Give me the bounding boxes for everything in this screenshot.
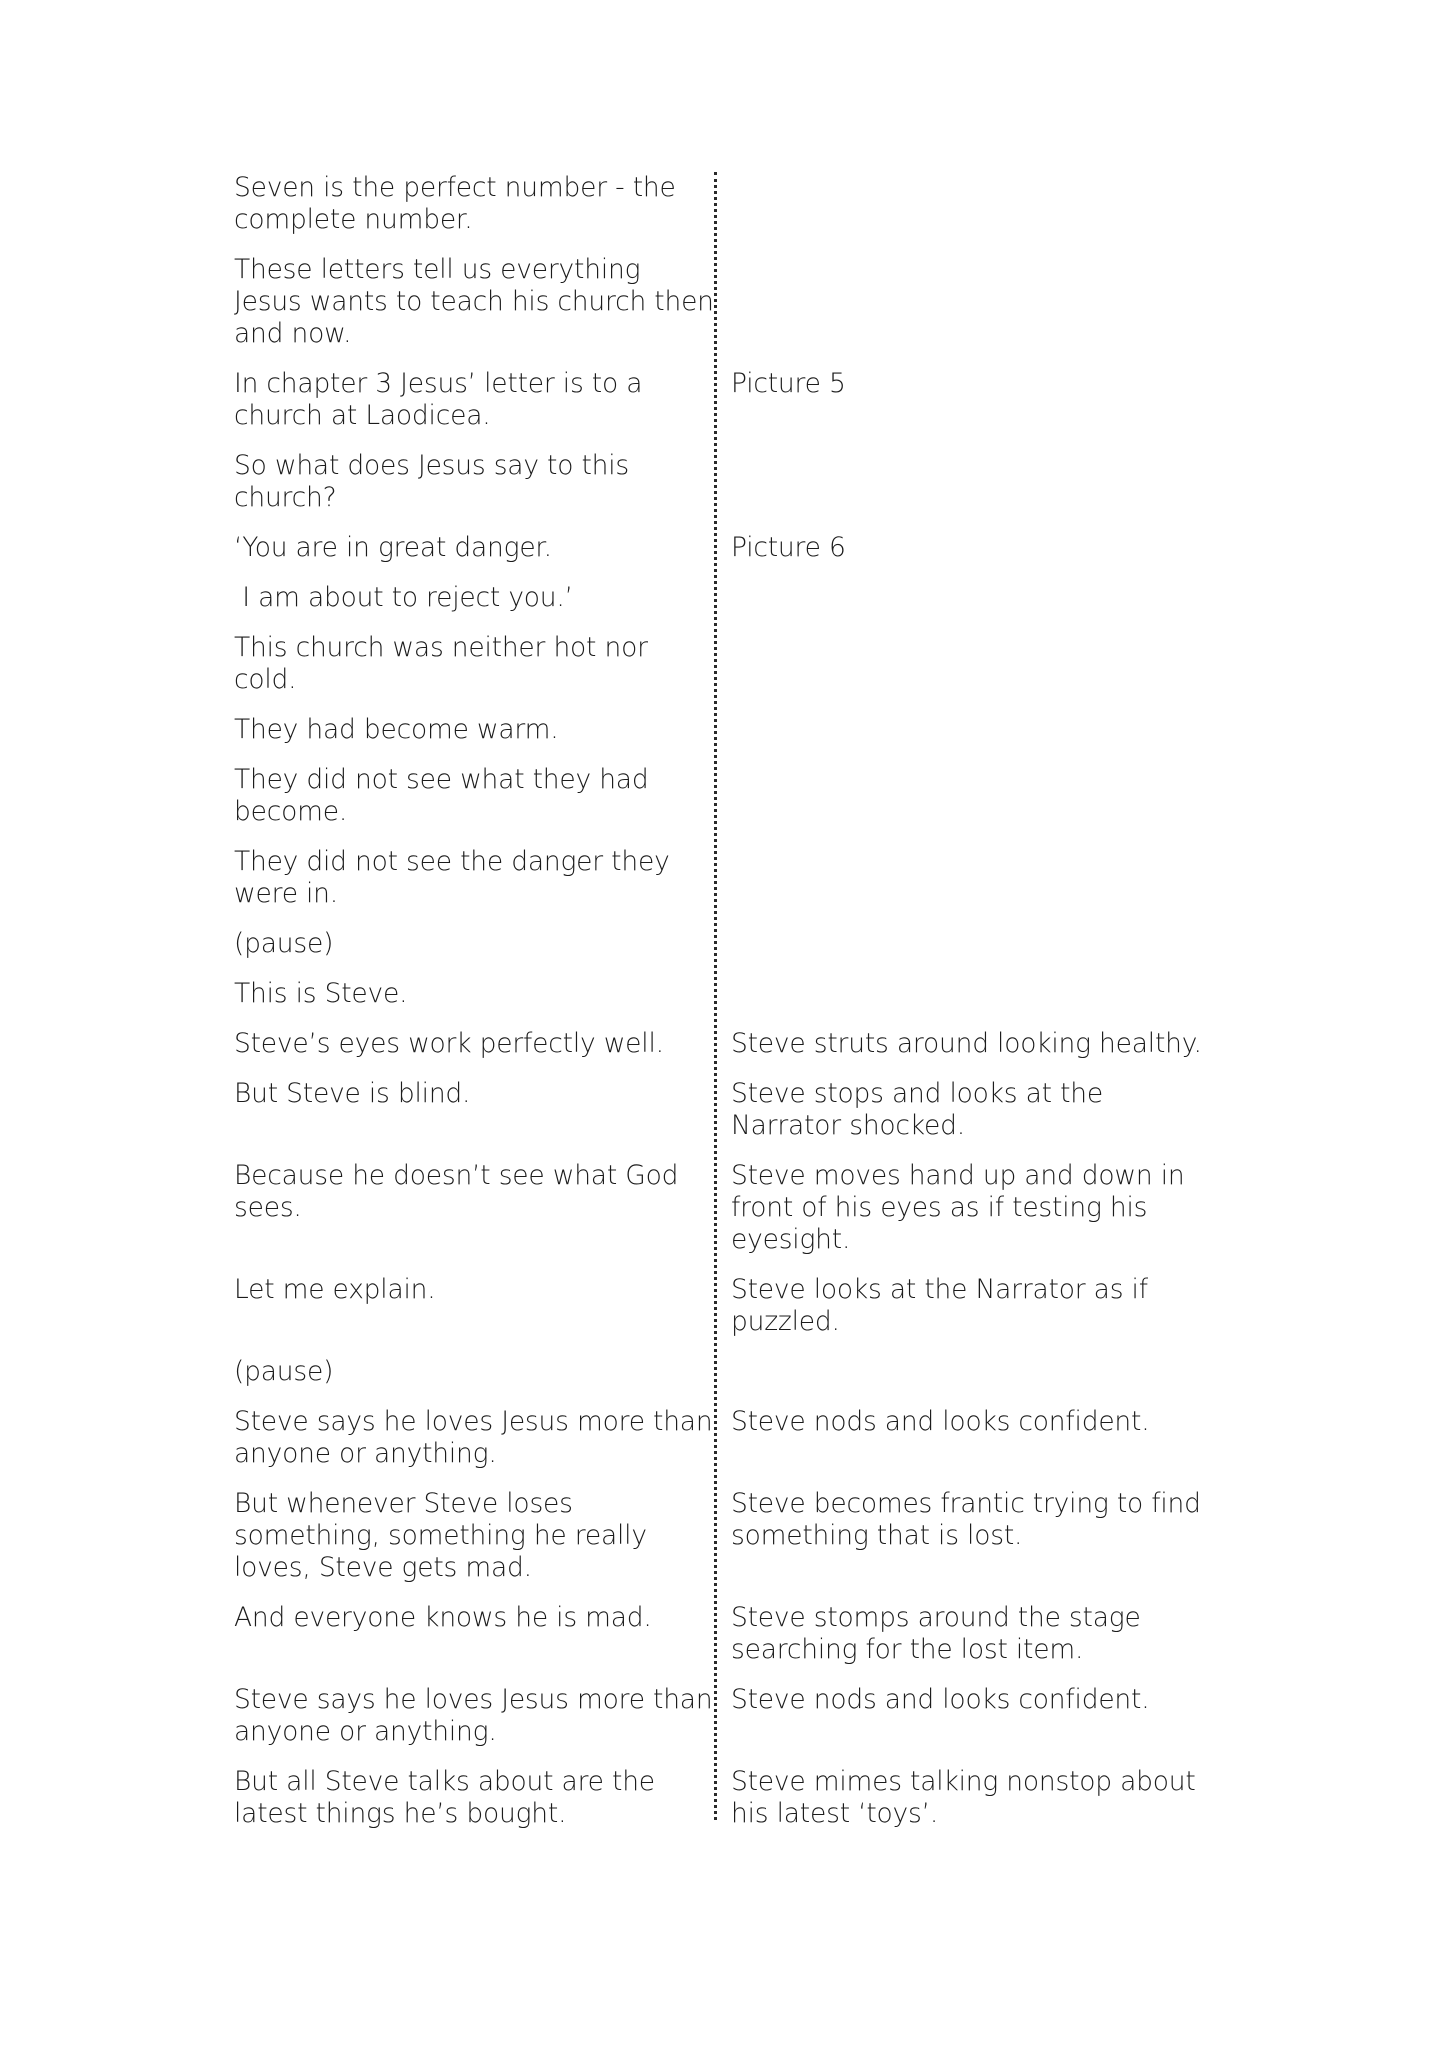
script-row [234, 714, 1234, 746]
script-row [234, 1406, 1234, 1470]
narration-text: Let me explain. [234, 1274, 436, 1305]
narration-text: (pause) [234, 1356, 334, 1387]
script-row [234, 1488, 1234, 1584]
stage-direction: Steve stops and looks at the Narrator shocked. [731, 1078, 1103, 1141]
narration-text: They did not see the danger they were in. [234, 846, 670, 909]
narration-text: Steve’s eyes work perfectly well. [234, 1028, 664, 1059]
narration-text: But Steve is blind. [234, 1078, 471, 1109]
narration-text: Because he doesn’t see what God sees. [234, 1160, 679, 1223]
script-row [234, 764, 1234, 828]
stage-direction: Picture 5 [731, 368, 846, 399]
script-row [234, 450, 1234, 514]
stage-direction: Steve stomps around the stage searching for the lost item. [731, 1602, 1141, 1665]
narration-text: Steve says he loves Jesus more than anyone or anything. [234, 1406, 713, 1469]
script-row [234, 582, 1234, 614]
stage-direction: Steve looks at the Narrator as if puzzled. [731, 1274, 1148, 1337]
script-row [234, 1602, 1234, 1666]
narration-text: And everyone knows he is mad. [234, 1602, 652, 1633]
script-row [234, 1274, 1234, 1338]
script-row [234, 254, 1234, 350]
script-row [234, 846, 1234, 910]
script-row [234, 172, 1234, 236]
stage-direction: Steve becomes frantic trying to find something that is lost. [731, 1488, 1201, 1551]
stage-direction: Steve nods and looks confident. [731, 1684, 1150, 1715]
narration-text: I am about to reject you.’ [234, 582, 573, 613]
script-row [234, 1356, 1234, 1388]
narration-text: These letters tell us everything Jesus wants to teach his church then and now. [234, 254, 714, 349]
script-row [234, 1160, 1234, 1256]
script-row [234, 1028, 1234, 1060]
narration-text: But whenever Steve loses something, something he really loves, Steve gets mad. [234, 1488, 647, 1583]
narration-text: Seven is the perfect number - the complete number. [234, 172, 676, 235]
stage-direction: Steve struts around looking healthy. [731, 1028, 1202, 1059]
stage-direction: Picture 6 [731, 532, 846, 563]
script-row [234, 632, 1234, 696]
narration-text: ‘You are in great danger. [234, 532, 552, 563]
narration-text: But all Steve talks about are the latest things he’s bought. [234, 1766, 655, 1829]
narration-text: They did not see what they had become. [234, 764, 649, 827]
narration-text: This church was neither hot nor cold. [234, 632, 648, 695]
narration-text: In chapter 3 Jesus’ letter is to a church at Laodicea. [234, 368, 643, 431]
stage-direction: Steve nods and looks confident. [731, 1406, 1150, 1437]
narration-text: They had become warm. [234, 714, 559, 745]
script-row [234, 1078, 1234, 1142]
script-table [234, 172, 1234, 1848]
narration-text: (pause) [234, 928, 334, 959]
script-row [234, 1684, 1234, 1748]
script-row [234, 1766, 1234, 1830]
script-row [234, 928, 1234, 960]
stage-direction: Steve moves hand up and down in front of his eyes as if testing his eyesight. [731, 1160, 1185, 1255]
narration-text: Steve says he loves Jesus more than anyone or anything. [234, 1684, 713, 1747]
narration-text: So what does Jesus say to this church? [234, 450, 630, 513]
narration-text: This is Steve. [234, 978, 408, 1009]
script-row [234, 532, 1234, 564]
script-row [234, 368, 1234, 432]
script-row [234, 978, 1234, 1010]
stage-direction: Steve mimes talking nonstop about his latest ‘toys’. [731, 1766, 1196, 1829]
